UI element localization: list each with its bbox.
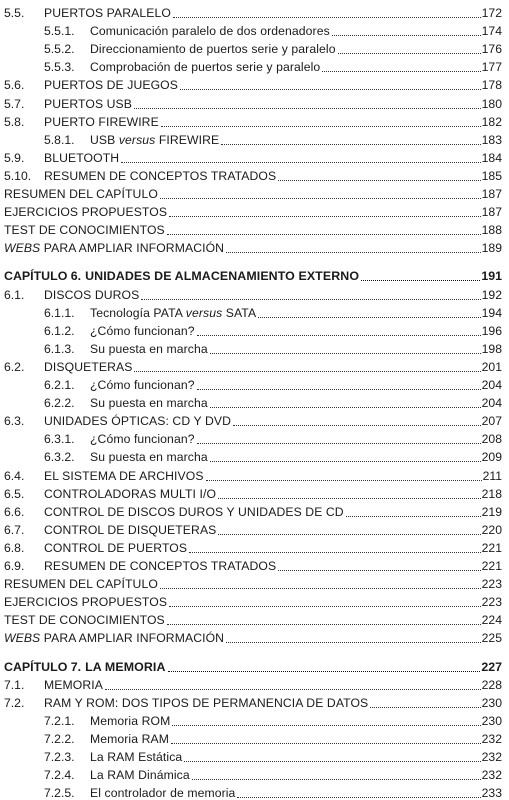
toc-entry [4, 627, 502, 645]
toc-entry-title: PUERTO FIREWIRE [44, 114, 159, 129]
toc-dot-leader [218, 534, 480, 535]
toc-entry-number: 7.2. [4, 695, 25, 710]
toc-entry-number: 5.8. [4, 114, 25, 129]
toc-page-number: 188 [481, 223, 502, 238]
toc-dot-leader [168, 671, 481, 672]
toc-dot-leader [171, 743, 481, 744]
toc-entry [4, 573, 502, 591]
toc-entry-title: DISCOS DUROS [44, 287, 140, 302]
toc-entry [4, 201, 502, 219]
toc-entry-number: CAPÍTULO 7. [4, 659, 82, 674]
toc-page-number: 223 [481, 595, 502, 610]
toc-dot-leader [184, 761, 480, 762]
toc-entry-title: PUERTOS PARALELO [44, 6, 171, 20]
toc-entry-number: 6.4. [4, 468, 25, 483]
toc-page-number: 223 [481, 577, 502, 592]
toc-entry-title: Comunicación paralelo de dos ordenadores [90, 24, 330, 39]
toc-chapter-heading [4, 656, 502, 674]
toc-entry-number: 5.10. [4, 168, 32, 183]
toc-page-number: 182 [481, 114, 502, 129]
toc-page-number: 233 [481, 786, 502, 800]
toc-entry-title: RESUMEN DE CONCEPTOS TRATADOS [44, 559, 277, 573]
toc-entry-number: CAPÍTULO 6. [4, 269, 82, 284]
toc-dot-leader [173, 17, 481, 18]
toc-dot-leader [167, 234, 481, 235]
toc-entry-number: 6.1.3. [44, 341, 75, 356]
toc-dot-leader [160, 198, 481, 199]
toc-page-number: 172 [481, 6, 502, 20]
toc-entry-number: 7.2.5. [44, 786, 75, 800]
toc-entry-number: 6.2. [4, 359, 25, 374]
toc-entry-title-part: Tecnología PATA [90, 305, 186, 320]
toc-entry [4, 692, 502, 710]
toc-chapter-heading [4, 265, 502, 283]
toc-entry [44, 746, 502, 764]
toc-page-number: 218 [481, 486, 502, 501]
toc-dot-leader [322, 71, 480, 72]
toc-entry-number: 5.6. [4, 78, 25, 93]
toc-entry-number: 5.7. [4, 96, 25, 111]
toc-entry [4, 483, 502, 501]
toc-entry-number: 7.2.4. [44, 768, 75, 783]
toc-dot-leader [167, 624, 481, 625]
toc-entry-title: Memoria ROM [90, 713, 171, 728]
toc-entry-title-part: SATA [222, 305, 257, 320]
toc-entry [4, 591, 502, 609]
toc-dot-leader [192, 779, 481, 780]
toc-entry-title: CONTROL DE DISCOS DUROS Y UNIDADES DE CD [44, 504, 344, 519]
toc-entry-title: Memoria RAM [90, 731, 169, 746]
toc-dot-leader [134, 108, 481, 109]
toc-entry [4, 519, 502, 537]
toc-entry-title-part: PARA AMPLIAR INFORMACIÓN [40, 241, 225, 256]
toc-entry-number: 5.5. [4, 6, 25, 20]
toc-page-number: 230 [481, 695, 502, 710]
toc-dot-leader [221, 144, 480, 145]
toc-entry-number: 5.9. [4, 150, 25, 165]
toc-page-number: 196 [481, 323, 502, 338]
toc-page-number: 224 [481, 613, 502, 628]
toc-entry-title: RAM Y ROM: DOS TIPOS DE PERMANENCIA DE DATOS [44, 695, 369, 710]
toc-entry-number: 5.8.1. [44, 132, 75, 147]
toc-page-number: 230 [481, 713, 502, 728]
toc-entry [44, 374, 502, 392]
toc-entry-title: Comprobación de puertos serie y paralelo [90, 60, 321, 75]
toc-entry-title-italic: versus [118, 132, 156, 147]
toc-entry-number: 6.3.2. [44, 450, 75, 465]
toc-entry-title [4, 631, 224, 645]
toc-entry-title: DISQUETERAS [44, 359, 133, 374]
toc-entry-number: 7.2.2. [44, 731, 75, 746]
toc-page-number: 177 [481, 60, 502, 75]
toc-page-number: 174 [481, 24, 502, 39]
toc-entry [4, 674, 502, 692]
toc-dot-leader [121, 162, 480, 163]
toc-page-number: 176 [481, 42, 502, 57]
toc-dot-leader [332, 35, 481, 36]
toc-entry-title: CONTROLADORAS MULTI I/O [44, 486, 217, 501]
toc-entry-title: ¿Cómo funcionan? [90, 378, 195, 392]
toc-entry [44, 710, 502, 728]
toc-page-number: 201 [481, 359, 502, 374]
toc-entry [4, 165, 502, 183]
toc-entry-title: LA MEMORIA [85, 659, 166, 674]
toc-entry-title-italic: WEBS [4, 241, 41, 256]
toc-page-number: 219 [481, 504, 502, 519]
toc-entry-title: TEST DE CONOCIMIENTOS [4, 613, 165, 628]
toc-page-number: 192 [481, 287, 502, 302]
toc-dot-leader [370, 707, 480, 708]
toc-entry [44, 20, 502, 38]
toc-dot-leader [218, 498, 481, 499]
toc-dot-leader [206, 480, 482, 481]
toc-entry-number: 6.2.1. [44, 378, 75, 392]
toc-entry-title: ¿Cómo funcionan? [90, 323, 195, 338]
toc-entry-title: UNIDADES DE ALMACENAMIENTO EXTERNO [85, 269, 360, 284]
toc-entry [44, 129, 502, 147]
toc-entry-number: 6.3.1. [44, 432, 75, 447]
toc-dot-leader [180, 89, 481, 90]
toc-dot-leader [237, 797, 480, 798]
toc-entry [4, 111, 502, 129]
toc-page-number: 209 [481, 450, 502, 465]
toc-entry-title: Direccionamiento de puertos serie y paralelo [90, 42, 336, 57]
toc-entry [44, 38, 502, 56]
toc-entry-number: 5.5.3. [44, 60, 75, 75]
toc-dot-leader [210, 407, 481, 408]
toc-entry-title: CONTROL DE DISQUETERAS [44, 522, 217, 537]
toc-page-number: 191 [481, 269, 502, 284]
toc-entry-number: 6.3. [4, 414, 25, 429]
toc-dot-leader [278, 570, 480, 571]
toc-entry-number: 7.2.3. [44, 750, 75, 764]
toc-entry [4, 555, 502, 573]
toc-entry-number: 7.1. [4, 677, 25, 692]
toc-entry-title [90, 133, 219, 147]
toc-entry [4, 501, 502, 519]
toc-page-number: 187 [481, 205, 502, 220]
toc-entry [4, 356, 502, 374]
toc-dot-leader [226, 642, 481, 643]
toc-entry [44, 320, 502, 338]
toc-entry-number: 6.8. [4, 540, 25, 555]
toc-entry [44, 56, 502, 74]
toc-entry-title: La RAM Dinámica [90, 768, 190, 783]
toc-entry-number: 6.2.2. [44, 396, 75, 411]
toc-dot-leader [160, 588, 481, 589]
toc-page-number: 184 [481, 150, 502, 165]
toc-entry [4, 465, 502, 483]
toc-page-number: 204 [481, 396, 502, 411]
toc-entry [44, 302, 502, 320]
toc-dot-leader [172, 725, 480, 726]
toc-entry-title [90, 306, 256, 320]
toc-page-number: 204 [481, 378, 502, 392]
toc-dot-leader [361, 280, 480, 281]
toc-entry-number: 7.2.1. [44, 713, 75, 728]
toc-entry-number: 6.1.2. [44, 323, 75, 338]
toc-entry-title-italic: WEBS [4, 631, 41, 646]
toc-entry [44, 428, 502, 446]
toc-entry-title: La RAM Estática [90, 750, 183, 764]
toc-entry-number: 5.5.1. [44, 24, 75, 39]
toc-dot-leader [233, 425, 481, 426]
toc-entry-title: EJERCICIOS PROPUESTOS [4, 595, 168, 610]
toc-dot-leader [346, 516, 481, 517]
toc-entry-title: EJERCICIOS PROPUESTOS [4, 205, 168, 220]
toc-entry [4, 609, 502, 627]
toc-page-number: 228 [481, 677, 502, 692]
toc-entry-number: 6.6. [4, 504, 25, 519]
toc-page-number: 232 [481, 731, 502, 746]
toc-entry-title: TEST DE CONOCIMIENTOS [4, 223, 165, 238]
toc-entry-title: RESUMEN DEL CAPÍTULO [4, 187, 158, 201]
toc-entry [4, 537, 502, 555]
toc-page-number: 232 [481, 768, 502, 783]
toc-entry-number: 6.5. [4, 486, 25, 501]
toc-entry-title: UNIDADES ÓPTICAS: CD Y DVD [44, 414, 232, 429]
toc-page-number: 189 [481, 241, 502, 256]
toc-entry-number: 6.1.1. [44, 305, 75, 320]
toc-entry-title: EL SISTEMA DE ARCHIVOS [44, 468, 204, 483]
toc-dot-leader [197, 389, 481, 390]
toc-entry [4, 410, 502, 428]
toc-entry-title: Su puesta en marcha [90, 450, 208, 465]
toc-entry [4, 2, 502, 20]
toc-dot-leader [197, 335, 481, 336]
toc-page-number: 220 [481, 522, 502, 537]
toc-entry-title: RESUMEN DE CONCEPTOS TRATADOS [44, 168, 277, 183]
toc-page-number: 198 [481, 341, 502, 356]
toc-entry-title: El controlador de memoria [90, 786, 236, 800]
toc-page-number: 178 [481, 78, 502, 93]
toc-entry-number: 5.5.2. [44, 42, 75, 57]
toc-entry-title: BLUETOOTH [44, 150, 120, 165]
toc-page-number: 232 [481, 750, 502, 764]
toc-dot-leader [226, 252, 481, 253]
toc-entry [4, 147, 502, 165]
toc-dot-leader [189, 552, 481, 553]
toc-dot-leader [169, 606, 481, 607]
toc-entry [44, 728, 502, 746]
toc-entry-number: 6.1. [4, 287, 25, 302]
toc-page-number: 221 [481, 559, 502, 573]
toc-entry [4, 284, 502, 302]
toc-entry [4, 74, 502, 92]
toc-entry [4, 93, 502, 111]
toc-entry-title-part: PARA AMPLIAR INFORMACIÓN [40, 631, 225, 646]
toc-entry-title-part: USB [90, 132, 119, 147]
toc-dot-leader [141, 299, 480, 300]
toc-entry-title: MEMORIA [44, 677, 103, 692]
toc-entry [44, 446, 502, 464]
toc-dot-leader [210, 353, 481, 354]
toc-entry-title-italic: versus [185, 305, 223, 320]
toc-entry [44, 392, 502, 410]
toc-entry-title: RESUMEN DEL CAPÍTULO [4, 577, 158, 592]
toc-entry [4, 183, 502, 201]
toc-page-number: 180 [481, 96, 502, 111]
toc-entry-title: CONTROL DE PUERTOS [44, 540, 188, 555]
toc-entry-title: ¿Cómo funcionan? [90, 432, 195, 447]
toc-page-number: 225 [481, 631, 502, 646]
toc-entry-title-part: FIREWIRE [155, 132, 220, 147]
toc-entry [44, 338, 502, 356]
toc-entry-title: PUERTOS DE JUEGOS [44, 78, 178, 93]
toc-page-number: 207 [481, 414, 502, 429]
toc-dot-leader [134, 371, 480, 372]
toc-dot-leader [338, 53, 481, 54]
toc-entry-title: Su puesta en marcha [90, 396, 208, 411]
toc-entry-title: PUERTOS USB [44, 96, 133, 111]
toc-page-number: 187 [481, 187, 502, 201]
toc-dot-leader [105, 689, 481, 690]
toc-page-number: 221 [481, 540, 502, 555]
toc-entry-title [4, 241, 224, 255]
toc-dot-leader [169, 216, 481, 217]
toc-page-number: 227 [481, 659, 502, 674]
toc-entry [44, 782, 502, 800]
toc-entry-title: Su puesta en marcha [90, 341, 208, 356]
toc-entry-number: 6.7. [4, 522, 25, 537]
toc-entry [44, 764, 502, 782]
toc-dot-leader [161, 126, 481, 127]
toc-dot-leader [210, 461, 481, 462]
toc-page-number: 183 [481, 132, 502, 147]
toc-dot-leader [258, 317, 480, 318]
toc-page-number: 208 [481, 432, 502, 447]
toc-entry [4, 219, 502, 237]
toc-entry-number: 6.9. [4, 559, 25, 573]
toc-page-number: 185 [481, 168, 502, 183]
toc-page-number: 194 [481, 305, 502, 320]
toc-dot-leader [197, 443, 481, 444]
toc-page-number: 211 [482, 468, 502, 483]
toc-dot-leader [278, 180, 480, 181]
toc-entry [4, 237, 502, 255]
